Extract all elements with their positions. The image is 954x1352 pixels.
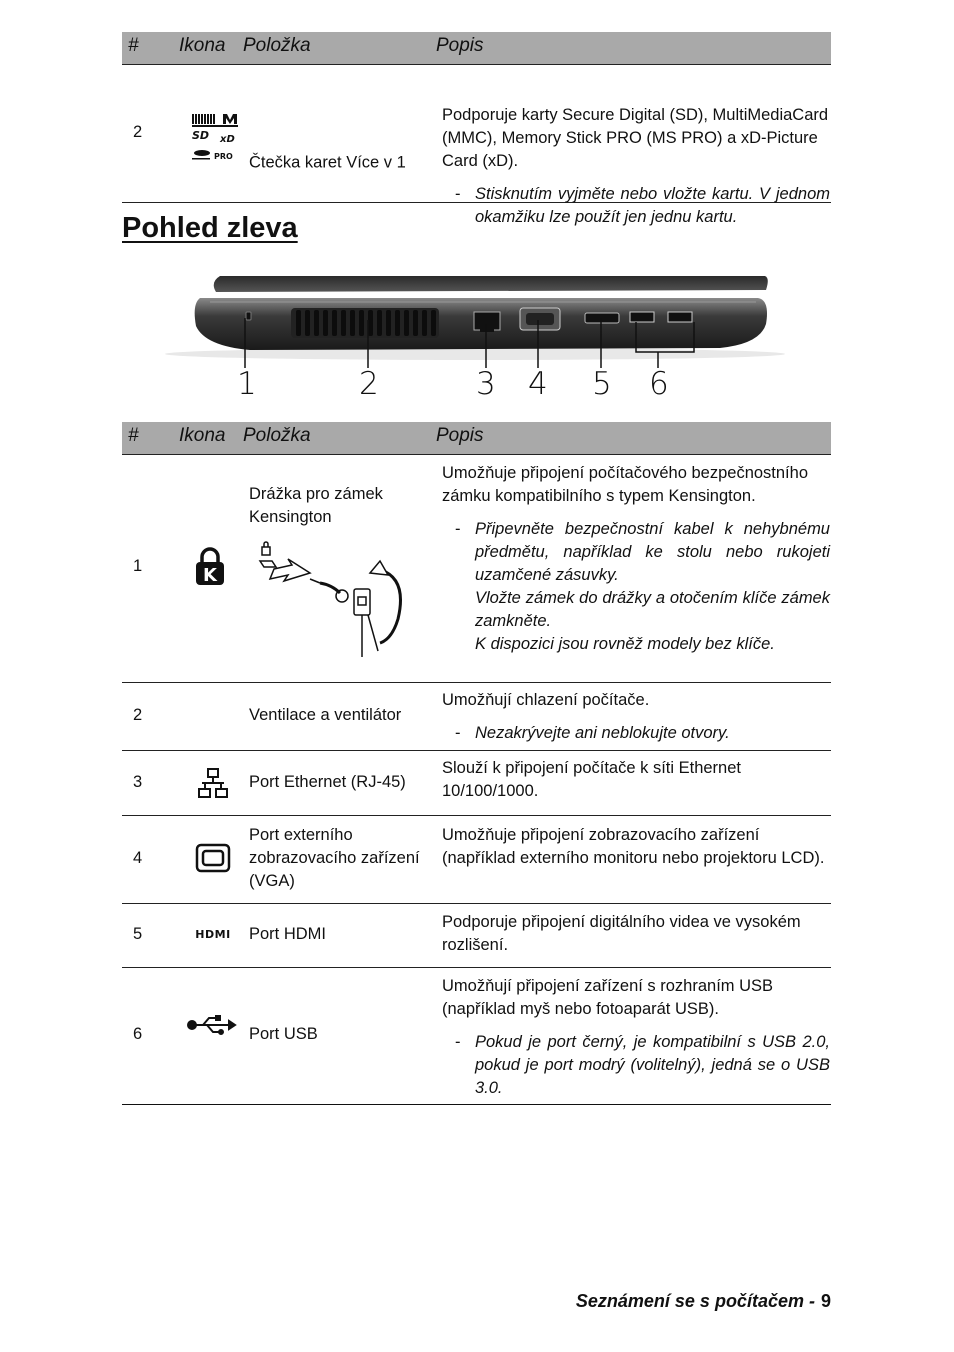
row-num: 1 — [133, 557, 143, 575]
page-footer — [576, 1291, 831, 1312]
row-item: Čtečka karet Více v 1 — [249, 153, 406, 172]
table-row — [122, 904, 831, 968]
row-item: Ventilace a ventilátor — [249, 706, 402, 724]
callout-6: 6 — [649, 366, 669, 402]
row-desc: Umožňuje připojení zobrazovacího zařízení (například externího monitoru nebo projektoru LCD). — [442, 826, 825, 867]
callout-4: 4 — [528, 366, 548, 402]
row-desc-cell — [442, 689, 830, 745]
note-text: - Nezakrývejte ani neblokujte otvory. — [475, 724, 730, 742]
ethernet-icon — [196, 766, 230, 800]
row-item: Port USB — [249, 1025, 318, 1043]
row-desc-cell — [442, 462, 830, 656]
header-item: Položka — [243, 425, 311, 446]
vga-icon — [195, 843, 231, 873]
row-num: 2 — [133, 706, 143, 724]
footer-text: Seznámení se s počítačem - — [575, 1291, 815, 1311]
row-desc: Podporuje karty Secure Digital (SD), MultiMediaCard (MMC), Memory Stick PRO (MS PRO) a xD-Picture Card (xD). — [442, 106, 829, 170]
section-title: Pohled zleva — [122, 212, 298, 244]
kensington-lock-icon — [190, 547, 230, 587]
row-note — [442, 722, 830, 745]
row-item: Port Ethernet (RJ-45) — [249, 773, 406, 791]
row-desc-cell — [442, 104, 830, 229]
row-note — [442, 1031, 830, 1100]
table-header — [122, 32, 831, 65]
row-item: Port externího zobrazovacího zařízení (VGA) — [249, 826, 420, 890]
row-desc: Slouží k připojení počítače k síti Ethernet 10/100/1000. — [442, 759, 741, 800]
lock-illustration — [250, 539, 415, 661]
header-item: Položka — [243, 35, 311, 56]
note-text: - Stisknutím vyjměte nebo vložte kartu. V jednom okamžiku lze použít jen jednu kartu. — [475, 185, 830, 226]
row-num: 4 — [133, 849, 143, 867]
header-desc: Popis — [436, 425, 484, 446]
callout-5: 5 — [592, 366, 612, 402]
table-header — [122, 422, 831, 455]
callout-3: 3 — [476, 366, 496, 402]
row-desc: Umožňuje připojení počítačového bezpečnostního zámku kompatibilního s typem Kensington. — [442, 464, 808, 505]
header-desc: Popis — [436, 35, 484, 56]
hdmi-icon — [193, 926, 233, 940]
row-num: 2 — [133, 123, 143, 141]
note-text: - Pokud je port černý, je kompatibilní s USB 2.0, pokud je port modrý (volitelný), jedná se o USB 3.0. — [475, 1033, 830, 1097]
row-desc: Podporuje připojení digitálního videa ve vysokém rozlišení. — [442, 913, 801, 954]
table-row — [122, 683, 831, 751]
card-reader-table — [122, 32, 831, 226]
note-line: Vložte zámek do drážky a otočením klíče zámek zamkněte. — [475, 589, 830, 630]
row-item: Drážka pro zámek Kensington — [249, 485, 383, 526]
header-num: # — [128, 425, 139, 446]
ports-table — [122, 422, 831, 1105]
row-desc-cell — [442, 975, 830, 1100]
table-row — [122, 65, 831, 226]
card-reader-icon — [190, 112, 240, 164]
callout-2: 2 — [359, 366, 379, 402]
row-num: 5 — [133, 925, 143, 943]
table-row — [122, 968, 831, 1105]
svg-text:xD: xD — [220, 134, 235, 145]
table-row — [122, 455, 831, 683]
svg-text:SD: SD — [192, 129, 210, 142]
table-row — [122, 816, 831, 904]
svg-text:PRO: PRO — [214, 152, 233, 161]
row-num: 3 — [133, 773, 143, 791]
row-note — [442, 518, 830, 656]
row-desc: Umožňují připojení zařízení s rozhraním USB (například myš nebo fotoaparát USB). — [442, 977, 774, 1018]
header-num: # — [128, 35, 139, 56]
row-desc: Umožňují chlazení počítače. — [442, 691, 650, 709]
svg-text:K: K — [203, 565, 217, 586]
laptop-left-view-diagram — [160, 268, 790, 408]
svg-text:HDMI: HDMI — [195, 928, 231, 940]
note-line: - Připevněte bezpečnostní kabel k nehybnému předmětu, například ke stolu nebo rukojeti uzamčené zásuvky. — [475, 520, 830, 584]
row-item: Port HDMI — [249, 925, 327, 943]
page-number: 9 — [820, 1291, 831, 1311]
row-num: 6 — [133, 1025, 143, 1043]
header-icon: Ikona — [179, 35, 226, 56]
table-row — [122, 751, 831, 816]
row-note — [442, 183, 830, 229]
callout-1: 1 — [237, 366, 257, 402]
note-line: K dispozici jsou rovněž modely bez klíče. — [475, 635, 775, 653]
header-icon: Ikona — [179, 425, 226, 446]
usb-icon — [187, 1014, 237, 1036]
